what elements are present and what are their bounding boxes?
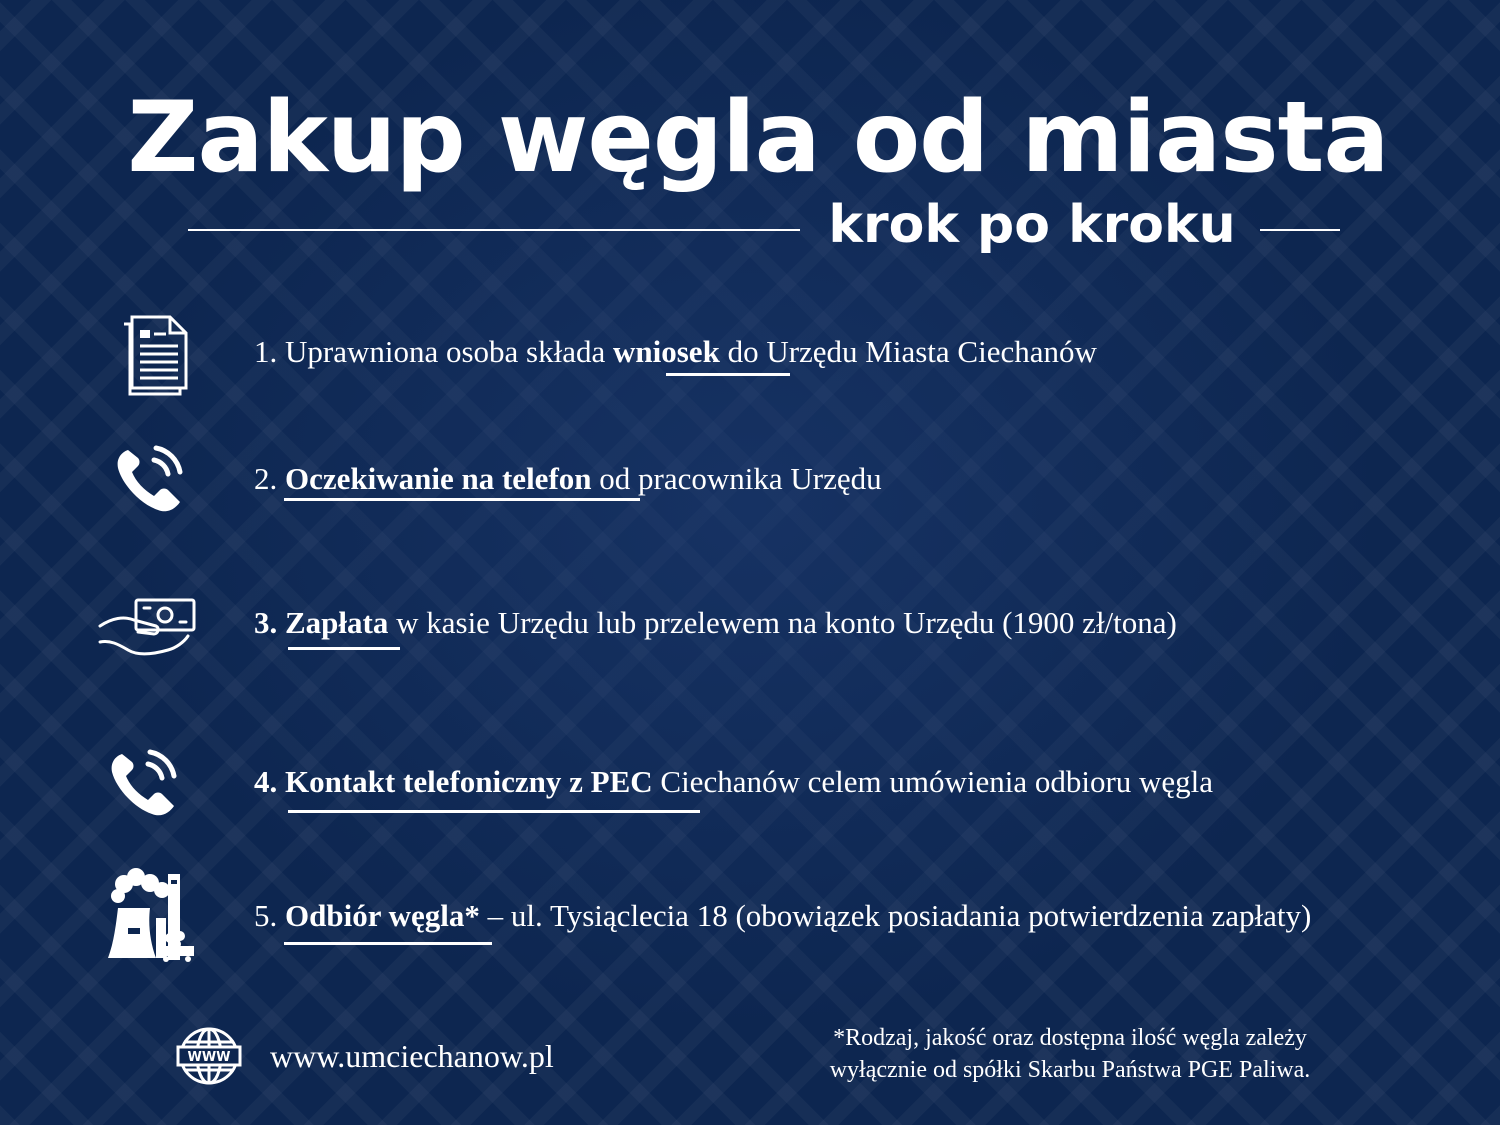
- step-highlight: Oczekiwanie na telefon: [285, 461, 592, 496]
- step-number: 1.: [254, 334, 278, 369]
- step-5-underline: [284, 942, 492, 945]
- step-text-after: w kasie Urzędu lub przelewem na konto Urzędu (1900 zł/tona): [396, 605, 1177, 640]
- page-subtitle: krok po kroku: [828, 195, 1236, 255]
- step-5: [254, 896, 1311, 936]
- step-2: [254, 459, 882, 499]
- step-number: 4.: [254, 764, 278, 799]
- phone-icon: [108, 748, 180, 820]
- globe-www-icon: [176, 1026, 242, 1086]
- footnote-line-2: wyłącznie od spółki Skarbu Państwa PGE Paliwa.: [829, 1057, 1311, 1083]
- website-link[interactable]: www.umciechanow.pl: [270, 1038, 554, 1074]
- step-3-underline: [288, 647, 400, 650]
- page-title: Zakup węgla od miasta: [127, 81, 1389, 195]
- step-text-after: do Urzędu Miasta Ciechanów: [727, 334, 1097, 369]
- step-text-before: Uprawniona osoba składa: [285, 334, 606, 369]
- step-number: 2.: [254, 461, 278, 496]
- payment-hand-icon: [98, 596, 198, 658]
- footnote-line-1: *Rodzaj, jakość oraz dostępna ilość węgla zależy: [833, 1025, 1307, 1051]
- step-highlight: wniosek: [613, 334, 720, 369]
- step-4: [254, 762, 1213, 802]
- step-4-underline: [288, 810, 700, 813]
- step-text-after: od pracownika Urzędu: [599, 461, 882, 496]
- step-number: 3.: [254, 605, 278, 640]
- step-text-after: Ciechanów celem umówienia odbioru węgla: [660, 764, 1214, 799]
- step-text-after: – ul. Tysiąclecia 18 (obowiązek posiadania potwierdzenia zapłaty): [487, 898, 1312, 933]
- step-highlight: Odbiór węgla*: [285, 898, 480, 933]
- step-2-underline: [284, 498, 640, 501]
- step-number: 5.: [254, 898, 278, 933]
- step-highlight: Zapłata: [285, 605, 389, 640]
- step-1: [254, 332, 1097, 372]
- document-icon: [120, 314, 192, 396]
- step-3: [254, 603, 1177, 643]
- svg-text:WWW: WWW: [187, 1050, 231, 1065]
- step-highlight: Kontakt telefoniczny z PEC: [285, 764, 653, 799]
- phone-icon: [114, 444, 186, 516]
- coal-plant-icon: [104, 868, 196, 962]
- footnote: [770, 1022, 1370, 1086]
- subtitle-rule-left: [188, 229, 800, 231]
- subtitle-rule-right: [1260, 229, 1340, 231]
- step-1-underline: [666, 373, 790, 376]
